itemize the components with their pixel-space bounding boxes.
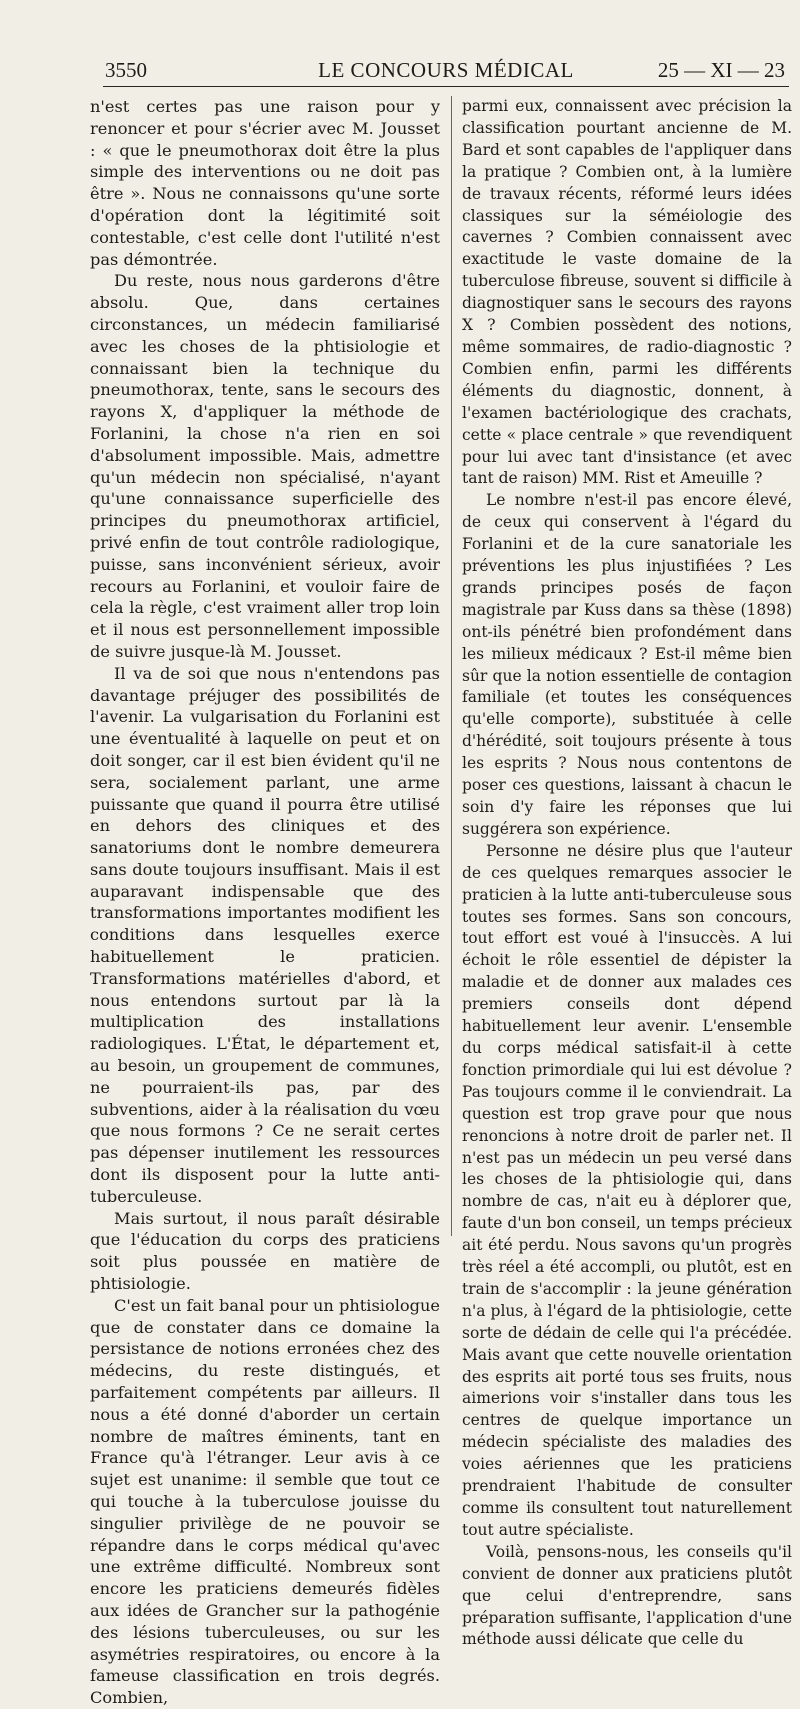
left-column — [90, 96, 440, 1709]
page-header — [103, 52, 789, 87]
paragraph: Le nombre n'est-il pas encore élevé, de ceux qui conservent à l'égard du Forlanini et de la cure sanatoriale les préventions les plus injustifiées ? Les grands principes posés de façon magistrale par Kuss dans sa thèse (1898) ont-ils pénétré bien profondément dans les milieux médicaux ? Est-il même bien sûr que la notion essentielle de contagion familiale (et toutes les conséquences qu'elle comporte), substituée à celle d'hérédité, soit toujours présente à tous les esprits ? Nous nous contentons de poser ces questions, laissant à chacun le soin d'y faire les réponses que lui suggérera son expérience. — [462, 491, 792, 838]
column-divider — [451, 96, 452, 1236]
paragraph: Voilà, pensons-nous, les conseils qu'il convient de donner aux praticiens plutôt que celui d'entreprendre, sans préparation suffisante, l'application d'une méthode aussi délicate que celle du — [462, 1542, 792, 1649]
paragraph: Du reste, nous nous garderons d'être absolu. Que, dans certaines circonstances, un médecin familiarisé avec les choses de la phtisiologie et connaissant bien la technique du pneumothorax, tente, sans le secours des rayons X, d'appliquer la méthode de Forlanini, la chose n'a rien en soi d'absolument impossible. Mais, admettre qu'un médecin non spécialisé, n'ayant qu'une connaissance superficielle des principes du pneumothorax artificiel, privé enfin de tout contrôle radiologique, puisse, sans inconvénient sérieux, avoir recours au Forlanini, et vouloir faire de cela la règle, c'est vraiment aller trop loin et il nous est personnellement impossible de suivre jusque-là M. Jousset. — [90, 271, 440, 661]
right-column — [462, 96, 792, 1651]
paragraph: parmi eux, connaissent avec précision la classification pourtant ancienne de M. Bard et sont capables de l'appliquer dans la pratique ? Combien ont, à la lumière de travaux récents, réformé leurs idées classiques sur la séméiologie des cavernes ? Combien connaissent avec exactitude le vaste domaine de la tuberculose fibreuse, souvent si difficile à diagnostiquer sans le secours des rayons X ? Combien possèdent des notions, même sommaires, de radio-diagnostic ? Combien enfin, parmi les différents éléments du diagnostic, donnent, à l'examen bactériologique des crachats, cette « place centrale » que revendiquent pour lui avec tant d'insistance (et avec tant de raison) MM. Rist et Ameuille ? — [462, 97, 792, 488]
issue-date: 25 — XI — 23 — [657, 58, 785, 82]
journal-title: LE CONCOURS MÉDICAL — [318, 58, 574, 82]
paragraph: Il va de soi que nous n'entendons pas davantage préjuger des possibilités de l'avenir. La vulgarisation du Forlanini est une éventualité à laquelle on peut et on doit songer, car il est bien évident qu'il ne sera, socialement parlant, une arme puissante que quand il pourra être utilisé en dehors des cliniques et des sanatoriums dont le nombre demeurera sans doute toujours insuffisant. Mais il est auparavant indispensable que des transformations importantes modifient les conditions dans lesquelles exerce habituellement le praticien. Transformations matérielles d'abord, et nous entendons surtout par là la multiplication des installations radiologiques. L'État, le département et, au besoin, un groupement de communes, ne pourraient-ils pas, par des subventions, aider à la réalisation du vœu que nous formons ? Ce ne serait certes pas dépenser inutilement les ressources dont ils disposent pour la lutte anti-tuberculeuse. — [90, 663, 440, 1206]
paragraph: Personne ne désire plus que l'auteur de ces quelques remarques associer le praticien à la lutte anti-tuberculeuse sous toutes ses formes. Sans son concours, tout effort est voué à l'insuccès. A lui échoit le rôle essentiel de dépister la maladie et de donner aux malades ces premiers conseils dont dépend habituellement leur avenir. L'ensemble du corps médical satisfait-il à cette fonction primordiale qui lui est dévolue ? Pas toujours comme il le conviendrait. La question est trop grave pour que nous renoncions à notre droit de parler net. Il n'est pas un médecin un peu versé dans les choses de la phtisiologie qui, dans nombre de cas, n'ait eu à déplorer que, faute d'un bon conseil, un temps précieux ait été perdu. Nous savons qu'un progrès très réel a été accompli, ou plutôt, est en train de s'accomplir : la jeune génération n'a plus, à l'égard de la phtisiologie, cette sorte de dédain de celle qui l'a précédée. Mais avant que cette nouvelle orientation des esprits ait porté tous ses fruits, nous aimerions voir s'installer dans tous les centres de quelque importance un médecin spécialiste des maladies des voies aériennes que les praticiens prendraient l'habitude de consulter comme ils consultent tout naturellement tout autre spécialiste. — [462, 841, 792, 1539]
paragraph: C'est un fait banal pour un phtisiologue que de constater dans ce domaine la persistance de notions erronées chez des médecins, du reste distingués, et parfaitement compétents par ailleurs. Il nous a été donné d'aborder un certain nombre de maîtres éminents, tant en France qu'à l'étranger. Leur avis à ce sujet est unanime: il semble que tout ce qui touche à la tuberculose jouisse du singulier privilège de ne pouvoir se répandre dans le corps médical qu'avec une extrême difficulté. Nombreux sont encore les praticiens demeurés fidèles aux idées de Grancher sur la pathogénie des lésions tuberculeuses, ou sur les asymétries respiratoires, ou encore à la fameuse classification en trois degrés. Combien, — [90, 1295, 440, 1708]
paragraph: Mais surtout, il nous paraît désirable que l'éducation du corps des praticiens soit plus poussée en matière de phtisiologie. — [90, 1208, 440, 1294]
page-number: 3550 — [105, 58, 147, 82]
paragraph: n'est certes pas une raison pour y renoncer et pour s'écrier avec M. Jousset : « que le pneumothorax doit être la plus simple des interventions ou ne doit pas être ». Nous ne connaissons qu'une sorte d'opération dont la légitimité soit contestable, c'est celle dont l'utilité n'est pas démontrée. — [90, 97, 440, 269]
